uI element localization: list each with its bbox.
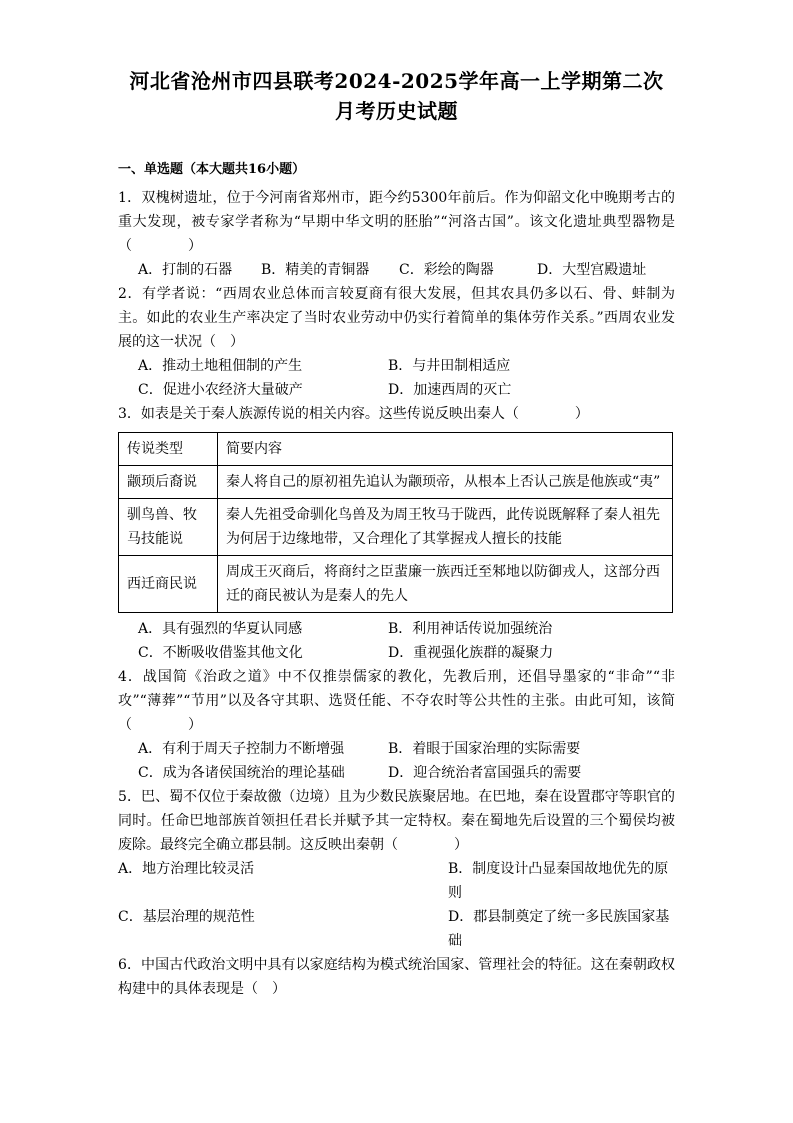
options bbox=[118, 354, 675, 402]
option-a[interactable]: A．有利于周天子控制力不断增强 bbox=[138, 741, 345, 757]
table-cell: 西迁商民说 bbox=[119, 556, 218, 613]
option-b[interactable]: B．与井田制相适应 bbox=[388, 358, 511, 374]
question-2 bbox=[118, 282, 675, 402]
table-cell: 秦人将自己的原初祖先追认为颛顼帝，从根本上否认己族是他族或“夷” bbox=[218, 466, 673, 499]
options bbox=[118, 737, 675, 785]
option-d[interactable]: D．迎合统治者富国强兵的需要 bbox=[388, 765, 582, 781]
option-c[interactable]: C．成为各诸侯国统治的理论基础 bbox=[138, 765, 345, 781]
option-b[interactable]: B．制度设计凸显秦国故地优先的原则 bbox=[448, 861, 669, 901]
question-stem: 2．有学者说：“西周农业总体而言较夏商有很大发展，但其农具仍多以石、骨、蚌制为主。如此的农业生产率决定了当时农业劳动中仍实行着简单的集体劳作关系。”西周农业发展的这一状况（ ） bbox=[118, 286, 675, 350]
question-1 bbox=[118, 186, 675, 282]
table-cell: 秦人先祖受命驯化鸟兽及为周王牧马于陇西，此传说既解释了秦人祖先为何居于边缘地带，又合理化了其掌握戎人擅长的技能 bbox=[218, 499, 673, 556]
table-cell: 驯鸟兽、牧马技能说 bbox=[119, 499, 218, 556]
table-header-cell: 传说类型 bbox=[119, 433, 218, 466]
table-header-row bbox=[119, 433, 673, 466]
title-line-2: 月考历史试题 bbox=[335, 99, 458, 123]
option-c[interactable]: C．彩绘的陶器 bbox=[399, 262, 494, 278]
table-row bbox=[119, 499, 673, 556]
question-stem: 1．双槐树遗址，位于今河南省郑州市，距今约5300年前后。作为仰韶文化中晚期考古的重大发现，被专家学者称为“早期中华文明的胚胎”“河洛古国”。该文化遗址典型器物是（ ） bbox=[118, 190, 675, 254]
options bbox=[118, 617, 675, 665]
question-stem: 5．巴、蜀不仅位于秦故徼（边境）且为少数民族聚居地。在巴地，秦在设置郡守等职官的同时。任命巴地部族首领担任君长并赋予其一定特权。秦在蜀地先后设置的三个蜀侯均被废除。最终完全确立郡县制。这反映出秦朝（ ） bbox=[118, 789, 675, 853]
option-d[interactable]: D．重视强化族群的凝聚力 bbox=[388, 645, 554, 661]
question-3 bbox=[118, 402, 675, 665]
option-c[interactable]: C．基层治理的规范性 bbox=[118, 909, 255, 925]
title-line-1: 河北省沧州市四县联考2024-2025学年高一上学期第二次 bbox=[129, 69, 664, 93]
option-a[interactable]: A．推动土地租佃制的产生 bbox=[138, 358, 303, 374]
table-cell: 颛顼后裔说 bbox=[119, 466, 218, 499]
table-row bbox=[119, 556, 673, 613]
question-6 bbox=[118, 953, 675, 1001]
option-a[interactable]: A．具有强烈的华夏认同感 bbox=[138, 621, 303, 637]
options bbox=[118, 258, 675, 282]
table-header-cell: 简要内容 bbox=[218, 433, 673, 466]
question-5 bbox=[118, 785, 675, 953]
option-d[interactable]: D．加速西周的灭亡 bbox=[388, 382, 512, 398]
question-4 bbox=[118, 665, 675, 785]
option-d[interactable]: D．大型宫殿遗址 bbox=[537, 262, 647, 278]
options bbox=[118, 857, 675, 953]
table-row bbox=[119, 466, 673, 499]
option-d[interactable]: D．郡县制奠定了统一多民族国家基础 bbox=[448, 909, 670, 949]
question-stem: 3．如表是关于秦人族源传说的相关内容。这些传说反映出秦人（ ） bbox=[118, 406, 589, 422]
question-stem: 4．战国简《治政之道》中不仅推崇儒家的教化，先教后刑，还倡导墨家的“非命”“非攻”“薄葬”“节用”以及各守其职、选贤任能、不夺农时等公共性的主张。由此可知，该简（ ） bbox=[118, 669, 675, 733]
question-stem: 6．中国古代政治文明中具有以家庭结构为模式统治国家、管理社会的特征。这在秦朝政权构建中的具体表现是（ ） bbox=[118, 957, 675, 997]
section-heading: 一、单选题（本大题共16小题） bbox=[118, 162, 306, 177]
option-b[interactable]: B．精美的青铜器 bbox=[261, 262, 370, 278]
option-c[interactable]: C．促进小农经济大量破产 bbox=[138, 382, 303, 398]
exam-title bbox=[118, 0, 675, 126]
option-c[interactable]: C．不断吸收借鉴其他文化 bbox=[138, 645, 303, 661]
option-b[interactable]: B．着眼于国家治理的实际需要 bbox=[388, 741, 581, 757]
option-b[interactable]: B．利用神话传说加强统治 bbox=[388, 621, 553, 637]
option-a[interactable]: A．地方治理比较灵活 bbox=[118, 861, 255, 877]
option-a[interactable]: A．打制的石器 bbox=[138, 262, 233, 278]
table-cell: 周成王灭商后，将商纣之臣蜚廉一族西迁至邾地以防御戎人，这部分西迁的商民被认为是秦人的先人 bbox=[218, 556, 673, 613]
legend-table bbox=[118, 432, 673, 613]
